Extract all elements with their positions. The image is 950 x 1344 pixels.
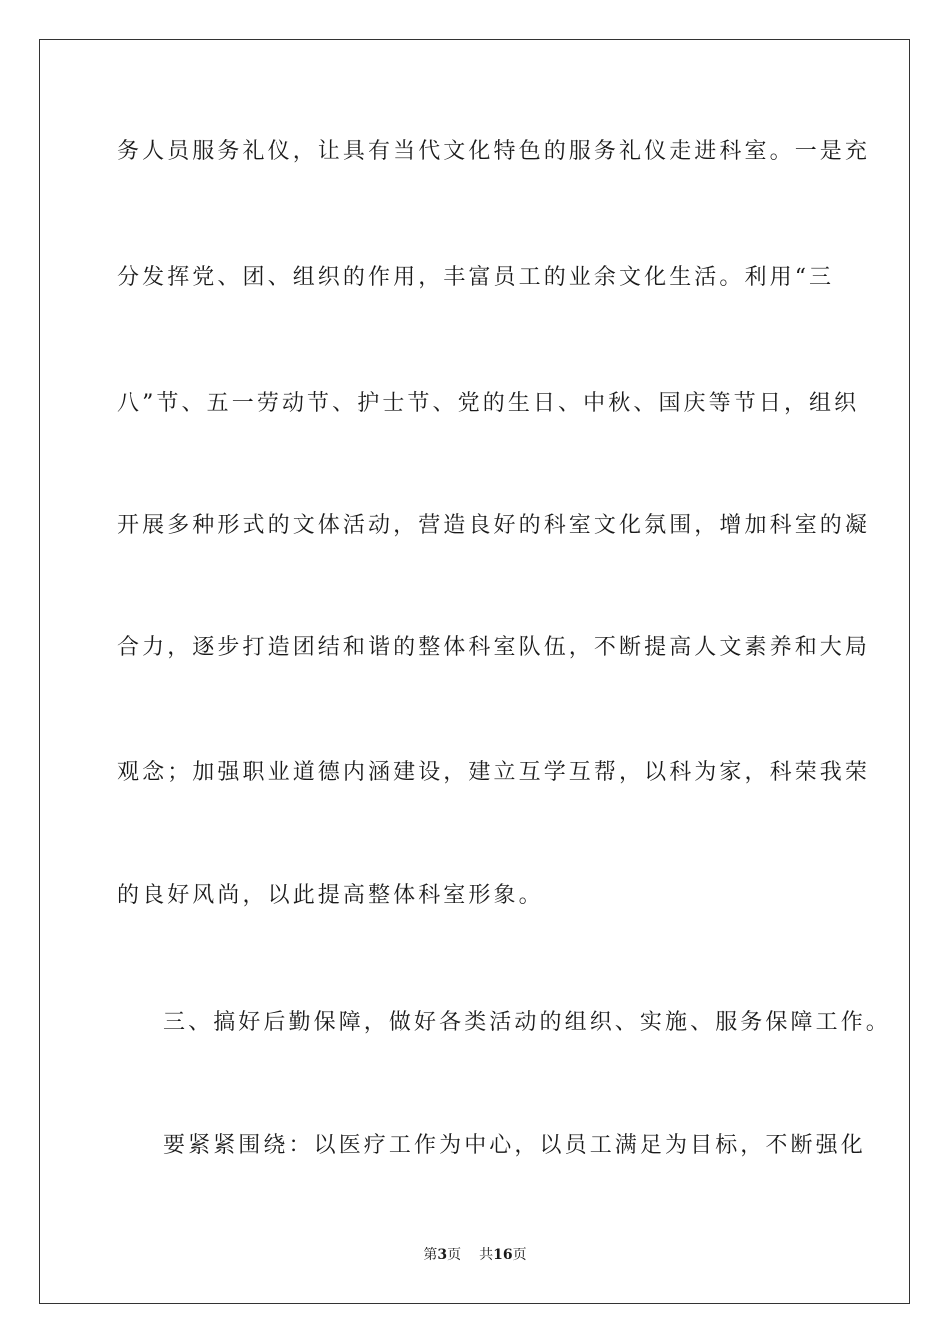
- page-suffix: 页: [447, 1247, 462, 1263]
- body-text-line-7: 的良好风尚，以此提高整体科室形象。: [117, 883, 544, 908]
- total-prefix: 共: [479, 1247, 494, 1263]
- body-text-line-2: 分发挥党、团、组织的作用，丰富员工的业余文化生活。利用“三: [117, 265, 835, 290]
- page-prefix: 第: [423, 1247, 438, 1263]
- body-text-line-5: 合力，逐步打造团结和谐的整体科室队伍，不断提高人文素养和大局: [117, 635, 871, 660]
- page-footer: [0, 1246, 950, 1264]
- body-text-line-3: 八”节、五一劳动节、护士节、党的生日、中秋、国庆等节日，组织: [117, 391, 860, 416]
- section-heading-3: 三、搞好后勤保障，做好各类活动的组织、实施、服务保障工作。: [163, 1010, 891, 1035]
- page-border: [39, 39, 910, 1304]
- body-text-line-1: 务人员服务礼仪，让具有当代文化特色的服务礼仪走进科室。一是充: [117, 139, 871, 164]
- total-suffix: 页: [512, 1247, 527, 1263]
- body-text-line-9: 要紧紧围绕：以医疗工作为中心，以员工满足为目标，不断强化: [163, 1133, 866, 1158]
- total-pages: 16: [493, 1247, 513, 1263]
- body-text-line-6: 观念；加强职业道德内涵建设，建立互学互帮，以科为家，科荣我荣: [117, 760, 871, 785]
- body-text-line-4: 开展多种形式的文体活动，营造良好的科室文化氛围，增加科室的凝: [117, 513, 871, 538]
- page-number: 3: [437, 1247, 448, 1263]
